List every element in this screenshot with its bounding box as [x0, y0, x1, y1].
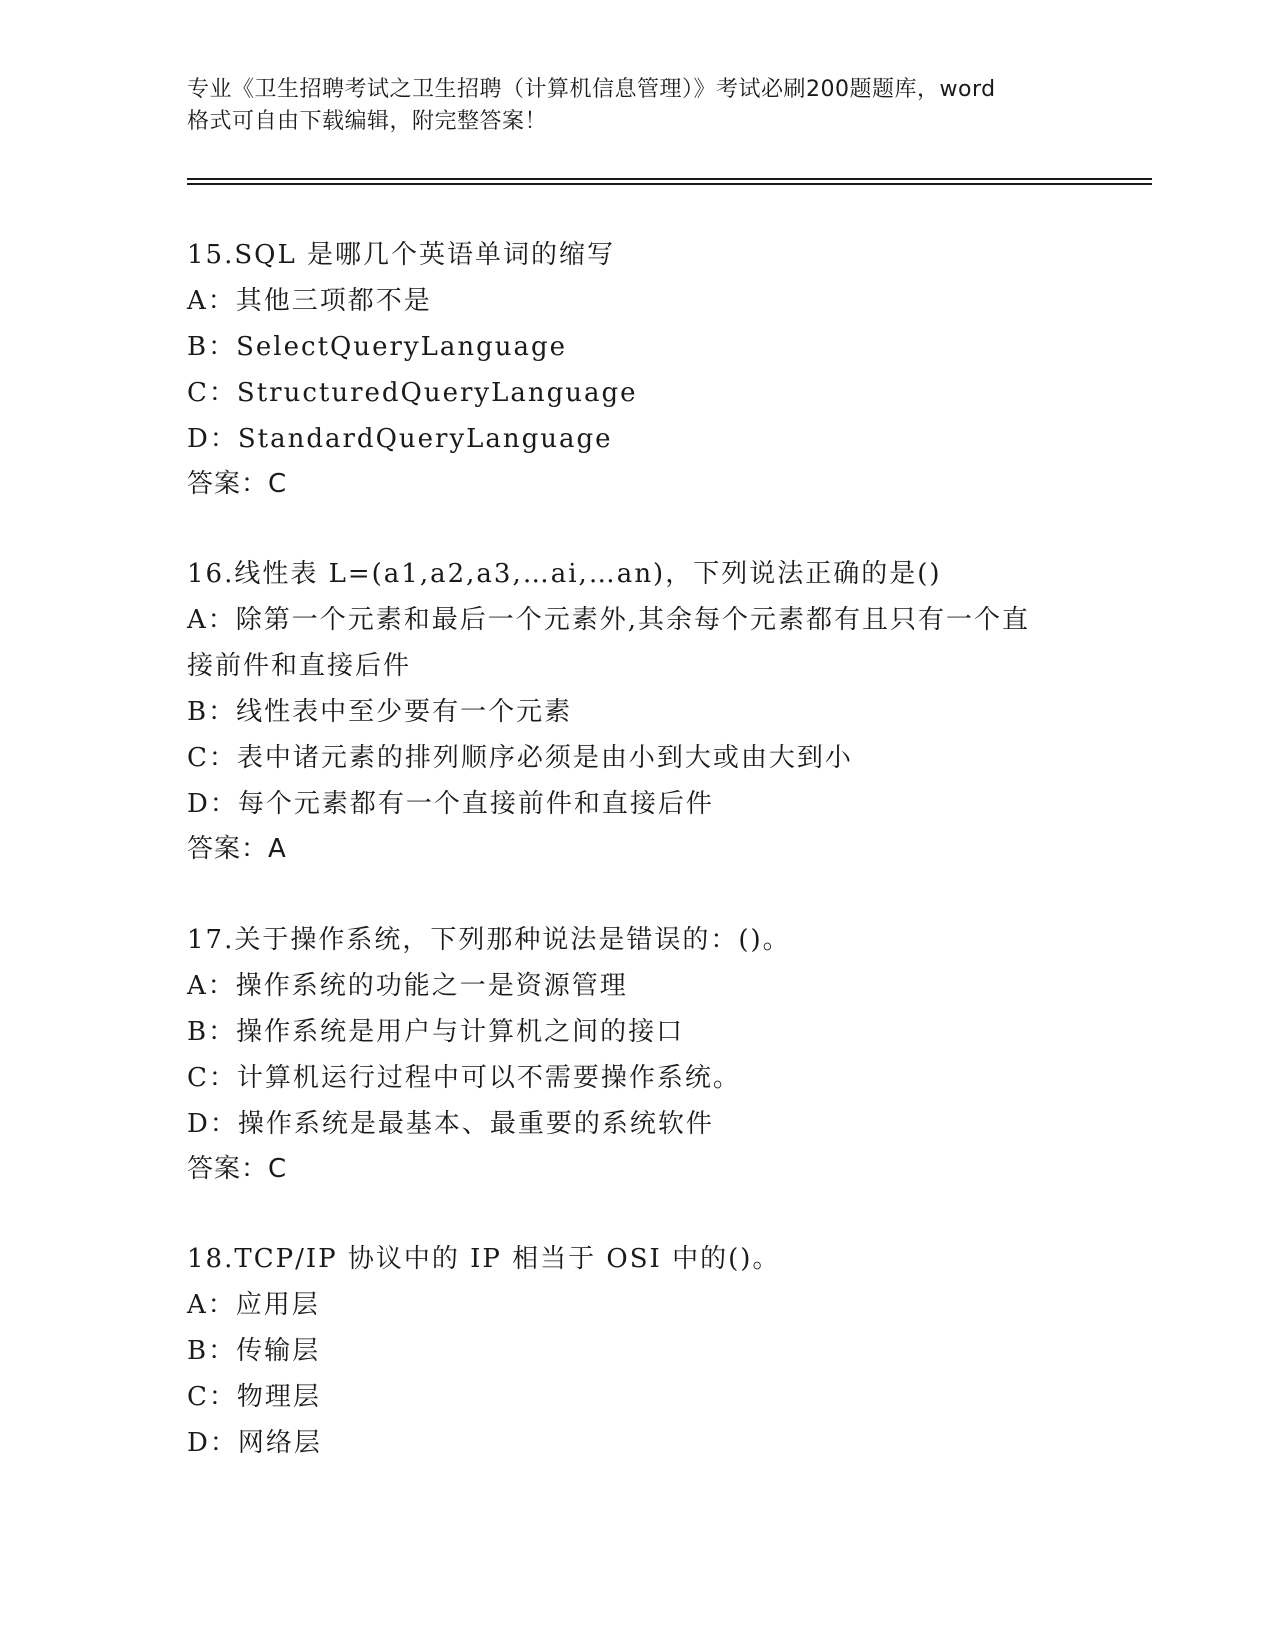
option-a-continuation: 接前件和直接后件: [187, 651, 412, 681]
answer: 答案：C: [187, 469, 288, 499]
question-title: 18.TCP/IP 协议中的 IP 相当于 OSI 中的()。: [187, 1244, 781, 1274]
option-b: B：线性表中至少要有一个元素: [187, 697, 573, 727]
question-title: 16.线性表 L=(a1,a2,a3,…ai,…an)，下列说法正确的是(): [187, 559, 942, 589]
option-d: D：每个元素都有一个直接前件和直接后件: [187, 789, 714, 819]
question-16: [187, 551, 1067, 871]
header-line-1: 专业《卫生招聘考试之卫生招聘（计算机信息管理）》考试必刷200题题库，word: [187, 77, 996, 102]
question-18: [187, 1236, 1067, 1466]
option-d: D：StandardQueryLanguage: [187, 424, 613, 454]
header-divider-top: [187, 178, 1152, 180]
question-15: [187, 232, 1067, 506]
option-c: C：物理层: [187, 1382, 321, 1412]
option-a: A：除第一个元素和最后一个元素外,其余每个元素都有且只有一个直: [187, 605, 1031, 635]
option-c: C：表中诸元素的排列顺序必须是由小到大或由大到小: [187, 743, 853, 773]
option-a: A：其他三项都不是: [187, 286, 432, 316]
option-d: D：操作系统是最基本、最重要的系统软件: [187, 1109, 714, 1139]
option-d: D：网络层: [187, 1428, 322, 1458]
option-a: A：应用层: [187, 1290, 320, 1320]
question-title: 17.关于操作系统，下列那种说法是错误的：()。: [187, 925, 791, 955]
option-b: B：传输层: [187, 1336, 321, 1366]
document-header: [187, 74, 1097, 138]
header-line-2: 格式可自由下载编辑，附完整答案！: [187, 109, 548, 134]
question-title: 15.SQL 是哪几个英语单词的缩写: [187, 240, 616, 270]
option-c: C：StructuredQueryLanguage: [187, 378, 638, 408]
answer: 答案：C: [187, 1154, 288, 1184]
answer: 答案：A: [187, 834, 287, 864]
question-17: [187, 917, 1067, 1191]
header-divider-bottom: [187, 183, 1152, 185]
option-a: A：操作系统的功能之一是资源管理: [187, 971, 628, 1001]
option-b: B：SelectQueryLanguage: [187, 332, 568, 362]
option-b: B：操作系统是用户与计算机之间的接口: [187, 1017, 685, 1047]
option-c: C：计算机运行过程中可以不需要操作系统。: [187, 1063, 741, 1093]
